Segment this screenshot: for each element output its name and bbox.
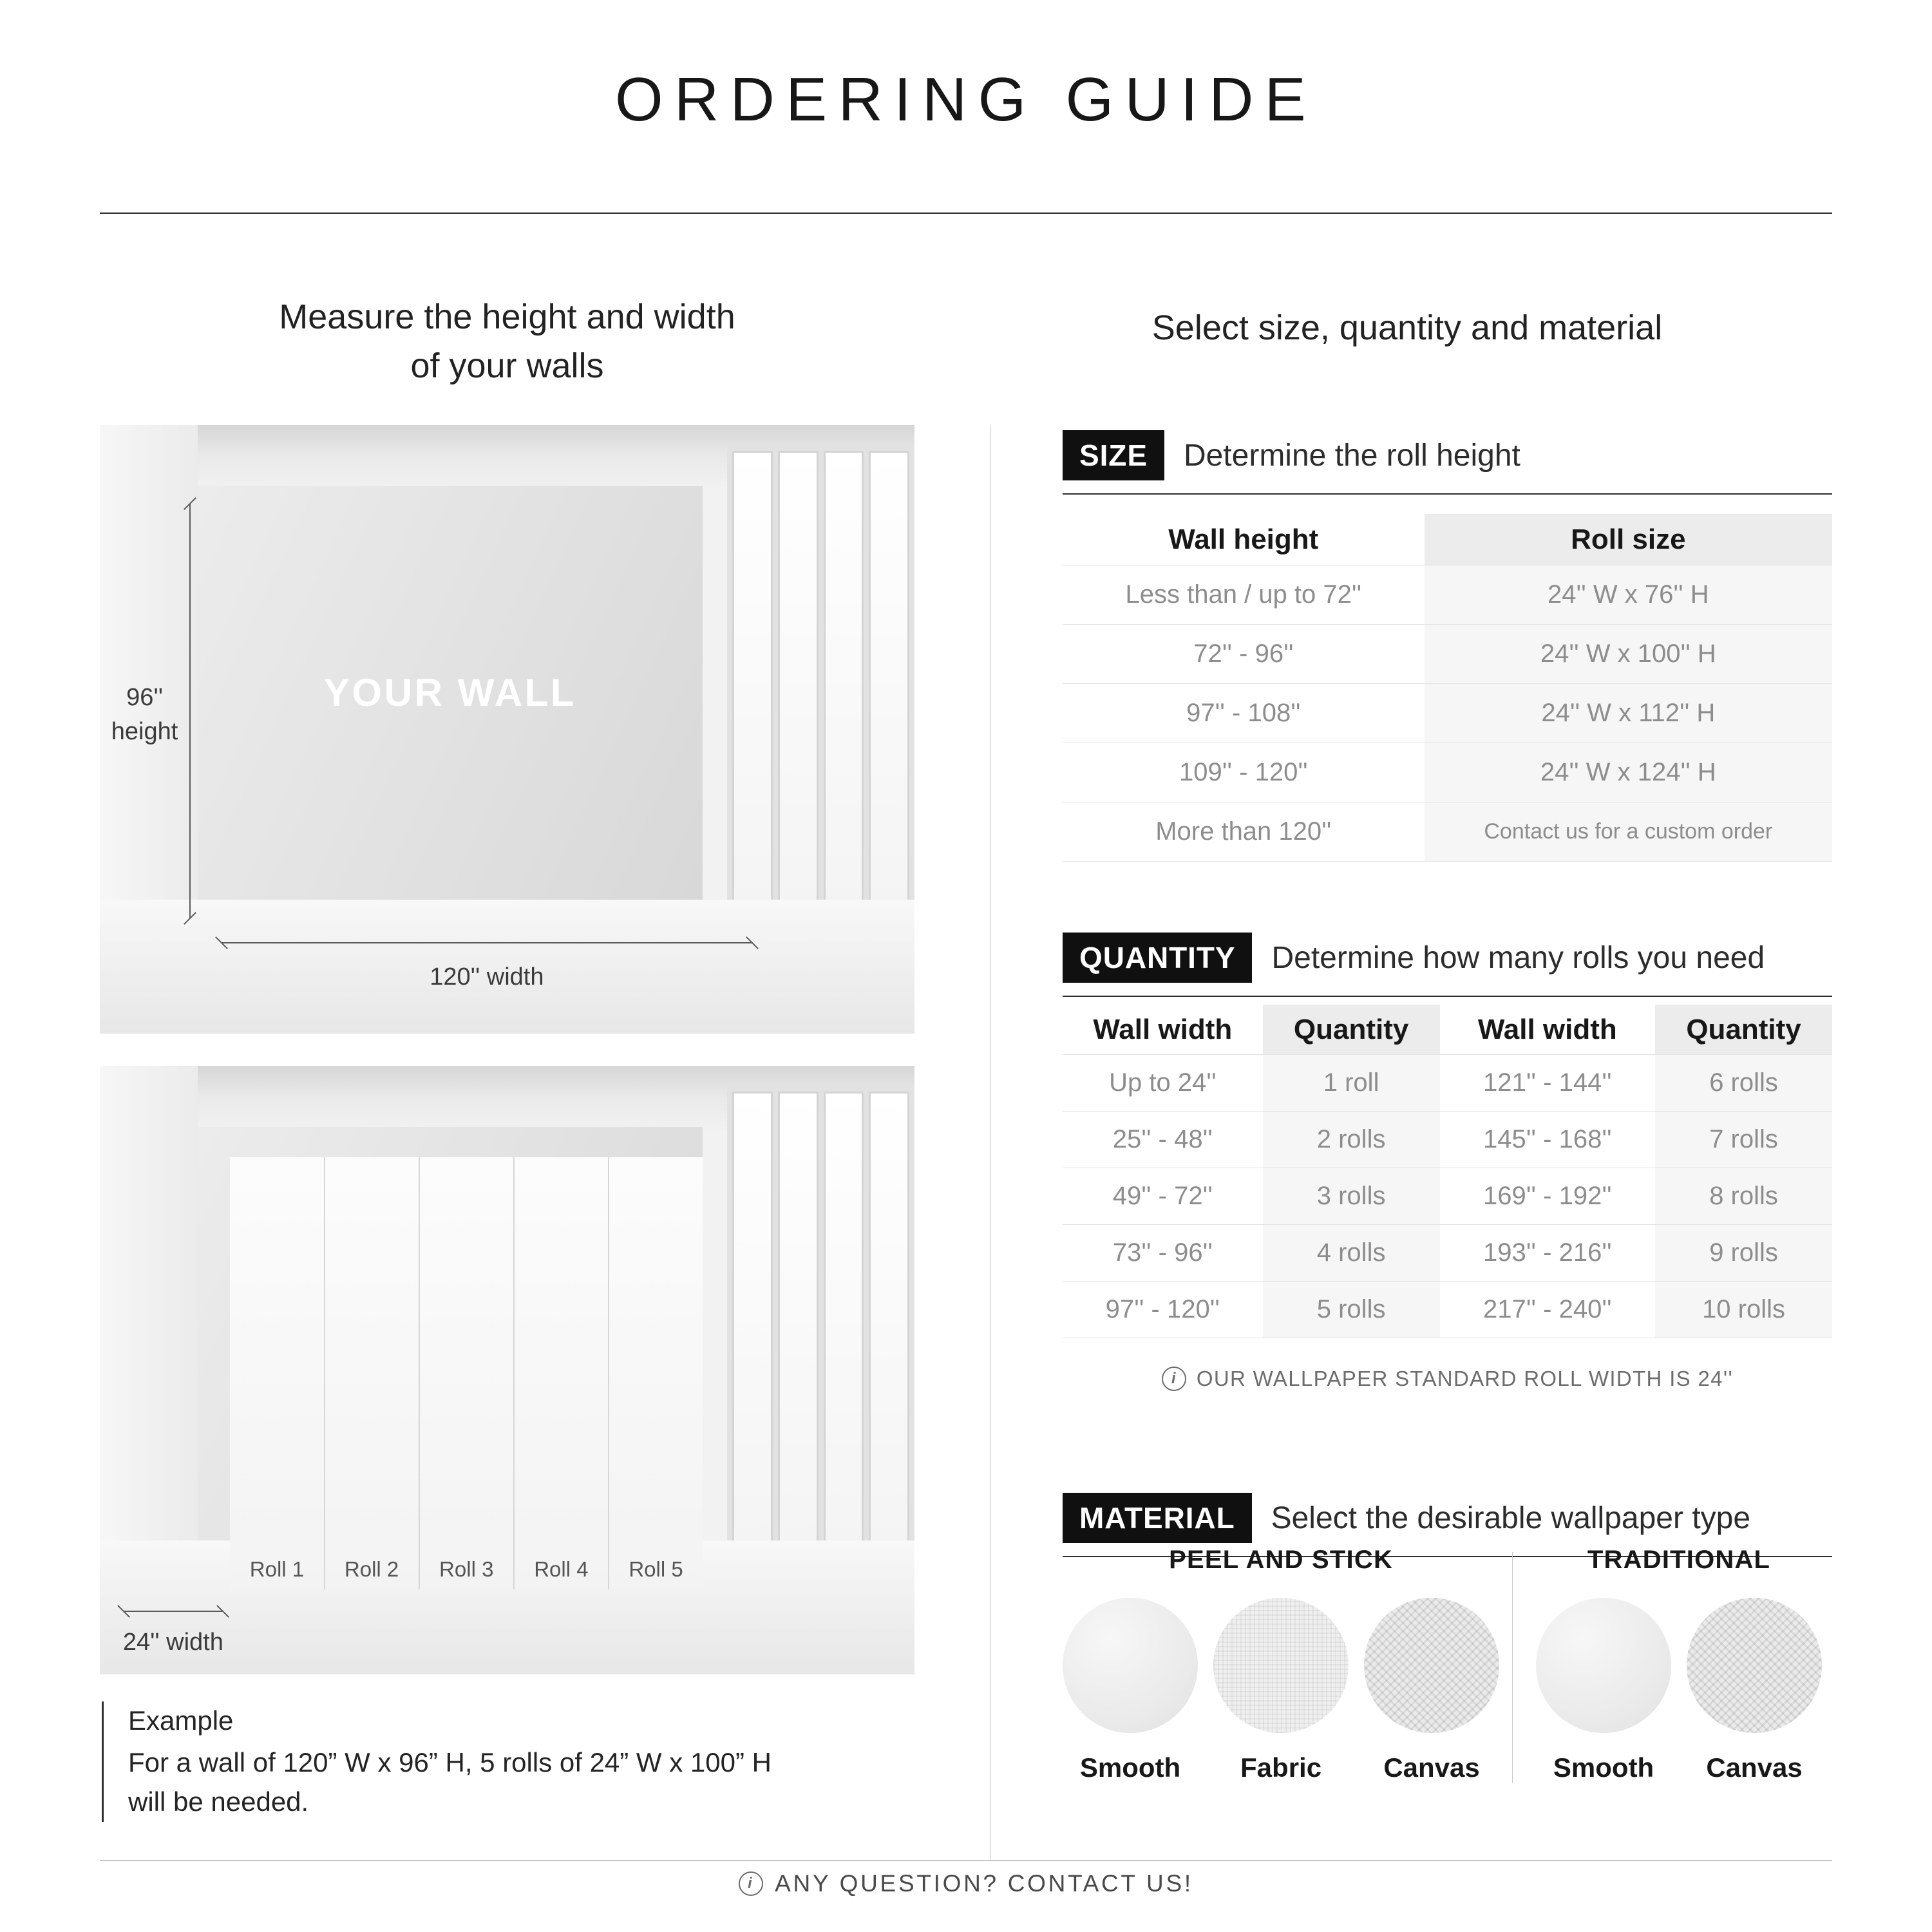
- example-title: Example: [128, 1705, 234, 1736]
- wall-height-value: Less than / up to 72'': [1125, 580, 1362, 609]
- size-table-row: [1063, 565, 1832, 625]
- quantity-value: 2 rolls: [1263, 1112, 1440, 1168]
- roll-size-value: 24'' W x 76'' H: [1425, 565, 1832, 624]
- quantity-value: 3 rolls: [1263, 1168, 1440, 1224]
- wall-height-value: More than 120'': [1155, 817, 1332, 846]
- your-wall: [198, 486, 703, 900]
- window-pane: [824, 451, 864, 952]
- quantity-value: 8 rolls: [1655, 1168, 1832, 1224]
- size-table-header: [1063, 514, 1832, 565]
- size-section-header: [1063, 430, 1832, 495]
- quantity-badge: QUANTITY: [1063, 933, 1252, 983]
- room-window: [727, 443, 914, 960]
- roll-panel: [609, 1157, 703, 1589]
- height-word: height: [111, 718, 178, 746]
- quantity-value: 10 rolls: [1655, 1282, 1832, 1338]
- roll-label: Roll 2: [344, 1557, 399, 1581]
- roll-size-value: 24'' W x 100'' H: [1425, 625, 1832, 683]
- quantity-col-wall-width: Wall width: [1093, 1013, 1233, 1045]
- quantity-subtitle: Determine how many rolls you need: [1271, 940, 1765, 975]
- footer-contact: [0, 1870, 1932, 1897]
- wall-width-value: 121'' - 144'': [1483, 1068, 1612, 1097]
- canvas-swatch: [1364, 1598, 1499, 1733]
- quantity-value: 6 rolls: [1655, 1055, 1832, 1111]
- your-wall-label: YOUR WALL: [323, 671, 577, 715]
- roll-label: Roll 4: [534, 1557, 589, 1581]
- quantity-col-quantity: Quantity: [1263, 1005, 1440, 1054]
- wall-width-value: 73'' - 96'': [1112, 1238, 1213, 1267]
- wall-measure-illustration: [100, 425, 914, 1034]
- material-group-title: TRADITIONAL: [1587, 1546, 1771, 1574]
- roll-panel: [230, 1157, 325, 1589]
- window-pane: [778, 1092, 819, 1593]
- room-left-wall: [100, 1066, 198, 1547]
- roll-width-note: [1063, 1367, 1832, 1391]
- material-option-smooth: [1063, 1598, 1198, 1783]
- roll-width-label: 24'' width: [122, 1629, 223, 1656]
- roll-size-value: Contact us for a custom order: [1425, 802, 1832, 861]
- roll-layout-illustration: [100, 1066, 914, 1674]
- material-group-divider: [1512, 1552, 1513, 1783]
- quantity-table-row: [1063, 1168, 1832, 1225]
- info-icon: i: [739, 1871, 763, 1896]
- wall-width-value: Up to 24'': [1109, 1068, 1217, 1097]
- material-option-canvas: [1687, 1598, 1822, 1783]
- window-pane: [869, 451, 909, 952]
- quantity-value: 7 rolls: [1655, 1112, 1832, 1168]
- example-line2: will be needed.: [128, 1786, 309, 1817]
- height-value: 96'': [126, 683, 163, 711]
- title-divider: [100, 213, 1832, 214]
- footer-divider: [100, 1860, 1832, 1861]
- size-badge: SIZE: [1063, 430, 1164, 480]
- swatch-label: Smooth: [1553, 1752, 1654, 1783]
- wall-width-value: 193'' - 216'': [1483, 1238, 1612, 1267]
- wall-width-value: 169'' - 192'': [1483, 1182, 1612, 1210]
- window-pane: [732, 1092, 773, 1593]
- wall-height-value: 97'' - 108'': [1186, 699, 1301, 727]
- quantity-section-header: [1063, 933, 1832, 997]
- roll-width-note-text: OUR WALLPAPER STANDARD ROLL WIDTH IS 24'': [1196, 1367, 1734, 1390]
- roll-label: Roll 1: [249, 1557, 305, 1581]
- swatch-label: Fabric: [1240, 1752, 1322, 1783]
- quantity-table: [1063, 1005, 1832, 1338]
- quantity-value: 1 roll: [1263, 1055, 1440, 1111]
- left-column-heading: [100, 293, 914, 390]
- room-left-wall: [100, 425, 198, 906]
- wall-width-value: 49'' - 72'': [1112, 1182, 1213, 1210]
- quantity-table-row: [1063, 1225, 1832, 1282]
- material-group-traditional: [1526, 1546, 1832, 1783]
- size-col-roll-size: Roll size: [1425, 514, 1832, 565]
- wall-width-value: 145'' - 168'': [1483, 1125, 1612, 1153]
- quantity-table-row: [1063, 1112, 1832, 1168]
- window-pane: [732, 451, 773, 952]
- material-badge: MATERIAL: [1063, 1493, 1252, 1543]
- wall-width-value: 97'' - 120'': [1105, 1295, 1220, 1323]
- roll-panels: [230, 1157, 703, 1589]
- material-subtitle: Select the desirable wallpaper type: [1271, 1501, 1751, 1535]
- example-line1: For a wall of 120” W x 96” H, 5 rolls of 24” W x 100” H: [128, 1747, 772, 1777]
- quantity-value: 4 rolls: [1263, 1225, 1440, 1281]
- swatch-label: Smooth: [1079, 1752, 1181, 1783]
- width-measure-line: [222, 942, 752, 943]
- material-option-smooth: [1536, 1598, 1671, 1783]
- size-table-row: [1063, 743, 1832, 802]
- quantity-col-wall-width: Wall width: [1477, 1013, 1617, 1045]
- material-group-peel-and-stick: [1063, 1546, 1499, 1783]
- material-groups: [1063, 1546, 1832, 1783]
- wall-height-value: 109'' - 120'': [1179, 758, 1308, 786]
- wall-width-value: 25'' - 48'': [1112, 1125, 1213, 1153]
- height-label: [104, 681, 185, 749]
- swatch-label: Canvas: [1383, 1752, 1480, 1783]
- roll-label: Roll 5: [629, 1557, 683, 1581]
- quantity-col-quantity: Quantity: [1655, 1005, 1832, 1054]
- right-column-heading: Select size, quantity and material: [1151, 308, 1663, 347]
- quantity-value: 9 rolls: [1655, 1225, 1832, 1281]
- window-pane: [778, 451, 819, 952]
- material-group-title: PEEL AND STICK: [1169, 1546, 1394, 1574]
- height-measure-line: [189, 504, 191, 918]
- quantity-table-row: [1063, 1055, 1832, 1112]
- size-table-row: [1063, 684, 1832, 743]
- page-title: ORDERING GUIDE: [615, 65, 1317, 134]
- footer-text: ANY QUESTION? CONTACT US!: [775, 1870, 1193, 1897]
- info-icon: i: [1162, 1367, 1186, 1391]
- roll-width-measure-line: [124, 1611, 222, 1612]
- wall-width-value: 217'' - 240'': [1483, 1295, 1612, 1323]
- size-table: [1063, 514, 1832, 862]
- swatch-row: [1526, 1598, 1832, 1783]
- width-label: 120'' width: [430, 963, 544, 991]
- example-note: [102, 1701, 900, 1822]
- smooth-swatch: [1536, 1598, 1671, 1733]
- roll-panel: [515, 1157, 609, 1589]
- window-pane: [869, 1092, 909, 1593]
- wall-height-value: 72'' - 96'': [1193, 639, 1294, 668]
- room-window: [727, 1084, 914, 1601]
- swatch-row: [1063, 1598, 1499, 1783]
- size-subtitle: Determine the roll height: [1183, 438, 1520, 473]
- left-heading-line1: Measure the height and width: [279, 298, 735, 336]
- material-option-canvas: [1364, 1598, 1499, 1783]
- size-table-row: [1063, 802, 1832, 862]
- size-col-wall-height: Wall height: [1168, 523, 1319, 555]
- roll-label: Roll 3: [439, 1557, 494, 1581]
- roll-size-value: 24'' W x 124'' H: [1425, 743, 1832, 802]
- material-option-fabric: [1213, 1598, 1349, 1783]
- left-heading-line2: of your walls: [410, 346, 604, 385]
- size-table-row: [1063, 625, 1832, 684]
- swatch-label: Canvas: [1706, 1752, 1803, 1783]
- quantity-table-row: [1063, 1282, 1832, 1338]
- window-pane: [824, 1092, 864, 1593]
- roll-panel: [325, 1157, 420, 1589]
- quantity-table-header: [1063, 1005, 1832, 1055]
- smooth-swatch: [1063, 1598, 1198, 1733]
- roll-panel: [420, 1157, 515, 1589]
- roll-size-value: 24'' W x 112'' H: [1425, 684, 1832, 743]
- canvas-swatch: [1687, 1598, 1822, 1733]
- fabric-swatch: [1213, 1598, 1349, 1733]
- quantity-value: 5 rolls: [1263, 1282, 1440, 1338]
